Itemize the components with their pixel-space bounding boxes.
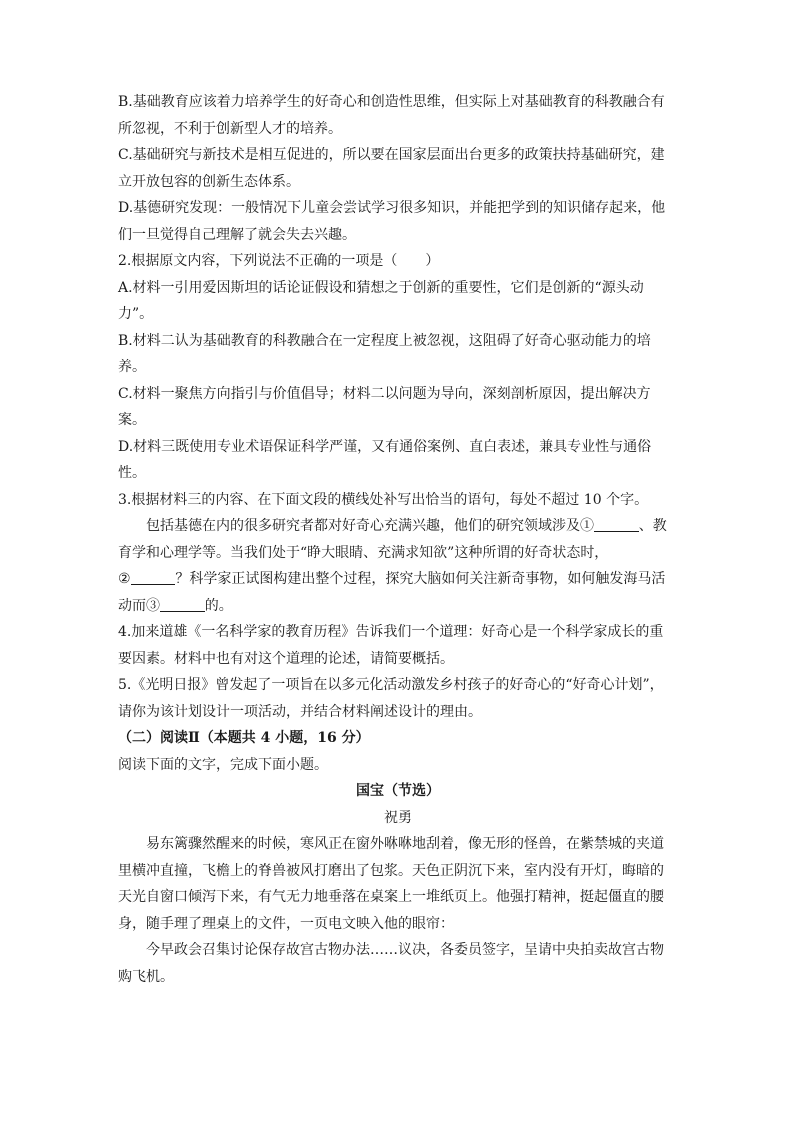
article-para1-line1: 易东篱骤然醒来的时候，寒风正在窗外咻咻地刮着，像无形的怪兽，在紫禁城的夹道	[146, 836, 664, 852]
article-para1-line2: 里横冲直撞，飞檐上的脊兽被风打磨出了包浆。天色正阴沉下来，室内没有开灯，晦暗的	[118, 862, 664, 879]
q2-option-c-line2: 案。	[118, 412, 146, 428]
q3-passage-text: 的。	[204, 597, 233, 614]
q2-option-a-line2: 力”。	[118, 306, 154, 322]
question-5-line2: 请你为该计划设计一项活动，并结合材料阐述设计的理由。	[118, 703, 482, 720]
article-author: 祝勇	[384, 809, 412, 826]
q2-option-b-line2: 养。	[118, 359, 146, 375]
document-page	[118, 89, 678, 990]
q3-passage-text: 动而③	[118, 597, 160, 614]
q3-passage-text: 包括基德在内的很多研究者都对好奇心充满兴趣，他们的研究领域涉及①	[146, 518, 594, 534]
q3-passage-text: 、教	[638, 518, 667, 534]
article-title: 国宝（节选）	[356, 783, 440, 799]
option-c-line1: C.基础研究与新技术是相互促进的，所以要在国家层面出台更多的政策扶持基础研究，建	[118, 147, 665, 163]
option-b-line2: 所忽视，不利于创新型人才的培养。	[118, 120, 342, 137]
question-2: 2.根据原文内容，下列说法不正确的一项是（ ）	[118, 253, 440, 269]
section-instruction: 阅读下面的文字，完成下面小题。	[118, 756, 328, 773]
question-4-line1: 4.加来道雄《一名科学家的教育历程》告诉我们一个道理：好奇心是一个科学家成长的重	[118, 624, 664, 640]
option-c-line2: 立开放包容的创新生态体系。	[118, 173, 300, 190]
option-d-line2: 们一旦觉得自己理解了就会失去兴趣。	[118, 226, 356, 243]
q3-passage-text: ②	[118, 571, 131, 587]
blank-1	[594, 517, 639, 532]
option-b-line1: B.基础教育应该着力培养学生的好奇心和创造性思维，但实际上对基础教育的科教融合有	[118, 94, 665, 110]
q2-option-d-line1: D.材料三既使用专业术语保证科学严谨，又有通俗案例、直白表述，兼具专业性与通俗	[118, 438, 652, 455]
question-5-line1: 5.《光明日报》曾发起了一项旨在以多元化活动激发乡村孩子的好奇心的“好奇心计划”，	[118, 677, 664, 693]
q3-passage-line4	[118, 593, 678, 620]
option-d-line1: D.基德研究发现：一般情况下儿童会尝试学习很多知识，并能把学到的知识储存起来，他	[118, 200, 666, 216]
article-para1-line3: 天光自窗口倾泻下来，有气无力地垂落在桌案上一堆纸页上。他强打精神，挺起僵直的腰	[118, 889, 664, 905]
section-heading: （二）阅读Ⅱ（本题共 4 小题，16 分）	[118, 730, 370, 746]
blank-3	[160, 597, 205, 612]
article-para1-line4: 身，随手理了理桌上的文件，一页电文映入他的眼帘：	[118, 915, 454, 932]
blank-2	[131, 570, 176, 585]
q3-passage-line3	[118, 566, 678, 593]
article-para2-line1: 今早政会召集讨论保存故宫古物办法……议决，各委员签字，呈请中央拍卖故宫古物	[146, 942, 664, 958]
q2-option-d-line2: 性。	[118, 465, 146, 481]
question-4-line2: 要因素。材料中也有对这个道理的论述，请简要概括。	[118, 650, 454, 667]
q2-option-b-line1: B.材料二认为基础教育的科教融合在一定程度上被忽视，这阻碍了好奇心驱动能力的培	[118, 332, 651, 349]
q3-passage-text: ？科学家正试图构建出整个过程，探究大脑如何关注新奇事物，如何触发海马活	[175, 571, 666, 587]
q2-option-a-line1: A.材料一引用爱因斯坦的话论证假设和猜想之于创新的重要性，它们是创新的“源头动	[118, 279, 644, 296]
question-3: 3.根据材料三的内容、在下面文段的横线处补写出恰当的语句，每处不超过 10 个字。	[118, 491, 649, 508]
article-para2-line2: 购飞机。	[118, 968, 174, 985]
q2-option-c-line1: C.材料一聚焦方向指引与价值倡导；材料二以问题为导向，深刻剖析原因，提出解决方	[118, 385, 651, 402]
q3-passage-line2: 育学和心理学等。当我们处于“睁大眼睛、充满求知欲”这种所谓的好奇状态时，	[118, 544, 609, 561]
q3-passage-line1	[118, 513, 678, 540]
